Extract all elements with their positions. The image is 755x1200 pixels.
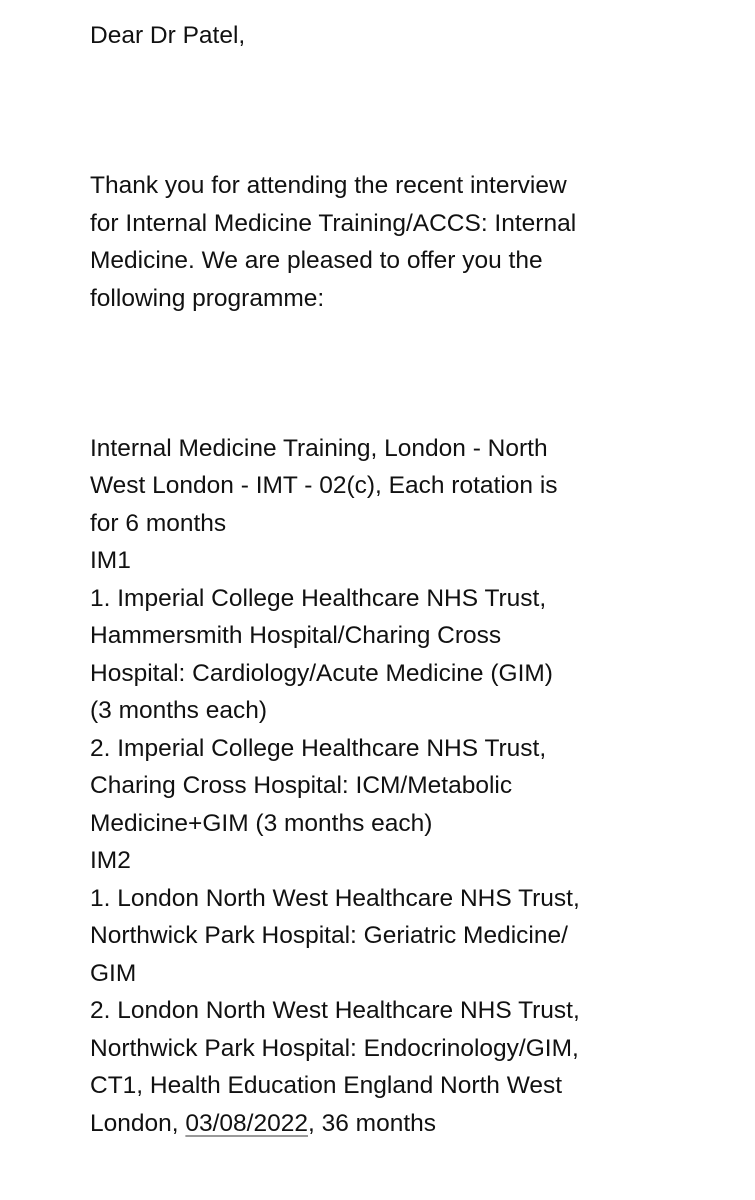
- programme-line: 2. Imperial College Healthcare NHS Trust,: [90, 734, 547, 762]
- programme-line: Northwick Park Hospital: Geriatric Medicine/: [90, 922, 568, 949]
- blank-line: [90, 392, 730, 430]
- programme-line: CT1, Health Education England North West: [90, 1072, 563, 1099]
- intro-line: for Internal Medicine Training/ACCS: Internal: [90, 209, 577, 237]
- final-line-suffix: , 36 months: [308, 1109, 437, 1137]
- programme-line: 2. London North West Healthcare NHS Trust,: [90, 997, 580, 1024]
- email-body: [90, 17, 730, 1142]
- blank-line: [90, 317, 730, 355]
- salutation: Dear Dr Patel,: [90, 22, 246, 49]
- programme-line: Northwick Park Hospital: Endocrinology/GIM,: [90, 1034, 579, 1062]
- programme-line: Hospital: Cardiology/Acute Medicine (GIM): [90, 659, 553, 687]
- blank-line: [90, 355, 730, 393]
- programme-line: Internal Medicine Training, London - North: [90, 434, 548, 462]
- programme-final-line: [90, 1105, 730, 1143]
- programme-line: for 6 months: [90, 509, 227, 537]
- programme-line: Hammersmith Hospital/Charing Cross: [90, 622, 502, 649]
- programme-line: GIM: [90, 959, 137, 987]
- programme-line: 1. Imperial College Healthcare NHS Trust,: [90, 584, 547, 612]
- blank-line: [90, 55, 730, 93]
- blank-line: [90, 130, 730, 168]
- intro-line: Thank you for attending the recent interview: [90, 172, 567, 199]
- intro-line: following programme:: [90, 284, 325, 312]
- blank-line: [90, 92, 730, 130]
- rotation-heading-im1: IM1: [90, 547, 131, 574]
- start-date-link[interactable]: 03/08/2022: [185, 1109, 308, 1137]
- programme-line: Charing Cross Hospital: ICM/Metabolic: [90, 772, 513, 799]
- programme-line: Medicine+GIM (3 months each): [90, 809, 433, 837]
- programme-line: 1. London North West Healthcare NHS Trust,: [90, 884, 580, 912]
- intro-line: Medicine. We are pleased to offer you the: [90, 247, 543, 274]
- rotation-heading-im2: IM2: [90, 847, 131, 874]
- programme-line: West London - IMT - 02(c), Each rotation is: [90, 472, 558, 499]
- programme-line: (3 months each): [90, 697, 268, 724]
- final-line-prefix: London,: [90, 1109, 186, 1137]
